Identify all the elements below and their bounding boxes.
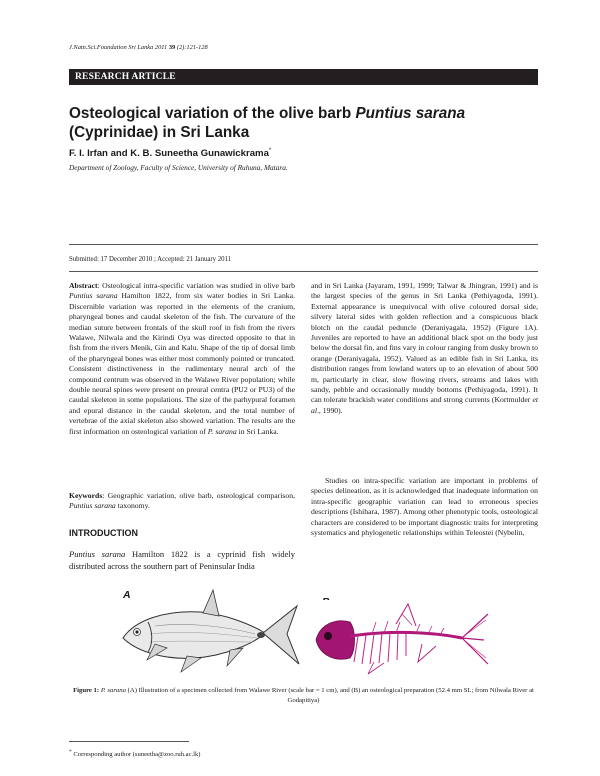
right-column-para-2 xyxy=(311,476,538,538)
abstract-label: Abstract xyxy=(69,281,98,290)
right-p2-text: Studies on intra-specific variation are important in problems of species delineation, as it is acknowledged that inadequate information on intra-specific geographic variation can lead to erroneous species descriptions (Ishihara, 1987). Among other phenotypic tools, osteological characters are considered to be important diagnostic traits for interpreting systematics and phylogenetic relationships within Teleostei (Nybelin, xyxy=(311,476,538,538)
caption-text: (A) Illustration of a specimen collected from Walawe River (scale bar = 1 cm), and (B) an osteological preparation (52.4 mm SL; from Nilwala River at Godapitiya) xyxy=(125,687,534,704)
footnote xyxy=(69,749,201,758)
paper-title xyxy=(69,104,549,142)
keywords-species: Puntius sarana xyxy=(69,501,116,511)
introduction-text xyxy=(69,548,295,572)
abstract-text-1: : Osteological intra-specific variation was studied in olive barb xyxy=(97,281,295,290)
right-p1-etal: et al xyxy=(311,395,538,415)
divider-bottom xyxy=(69,271,538,272)
footnote-text: Corresponding author (suneetha@zoo.ruh.ac.lk) xyxy=(71,751,201,759)
journal-citation xyxy=(69,44,208,51)
abstract-text-2: Hamilton 1822, from six water bodies in Sri Lanka. Discernible variation was reported in the elements of the cranium, pharyngeal bones and caudal skeleton of the fish. The curvature of the median suture between frontals of the skull roof in fish from the rivers Walawe, Nilwala and the Kirindi Oya was directed opposite to that in fish from the rivers Menik, Gin and Kalu. Shape of the tip of dorsal limb of the pharyngeal bones was either most commonly pointed or truncated. Consistent distinctiveness in the rudimentary neural arch of the compound centrum was observed in the Walawe River population; while double neural spines were present on preural centra (PU2 or PU3) of the caudal skeleton in some populations. The size of the parhypural foramen and epural distance in the caudal skeleton, and the total number of vertebrae of the axial skeleton also showed variation. The results are the first information on osteological variation of xyxy=(69,291,295,436)
introduction-heading: INTRODUCTION xyxy=(69,528,138,538)
skeleton-photo xyxy=(312,600,492,680)
journal-prefix: J.Natn.Sci.Foundation Sri Lanka 2011 xyxy=(69,44,169,51)
footnote-mark: * xyxy=(69,749,72,755)
journal-volume: 39 xyxy=(168,44,176,51)
author-names: F. I. Irfan and K. B. Suneetha Gunawickrama xyxy=(69,148,269,160)
keywords-label: Keywords xyxy=(69,491,103,500)
right-p1-end: ., 1990). xyxy=(316,405,343,415)
abstract-species-1: Puntius sarana xyxy=(69,291,118,301)
corresponding-mark: * xyxy=(268,148,272,154)
section-banner: RESEARCH ARTICLE xyxy=(69,69,538,85)
keywords xyxy=(69,491,295,512)
intro-text-1: Hamilton 1822 is a cyprinid fish widely distributed across the southern part of Peninsular India xyxy=(69,549,295,571)
affiliation: Department of Zoology, Faculty of Science, University of Ruhuna, Matara. xyxy=(69,163,288,172)
right-p1-text: and in Sri Lanka (Jayaram, 1991, 1999; Talwar & Jhingran, 1991) and is the largest species of the genus in Sri Lanka (Pethiyagoda, 1991). External appearance is unequivocal with olive coloured dorsal side, silvery lateral sides with golden reflection and a conspicuous black blotch on the caudal peduncle (Deraniyagala, 1952) (Figure 1A). Juveniles are reported to have an additional black spot on the body just below the dorsal fin, and fins vary in colour ranging from dusky brown to orange (Deraniyagala, 1952). Valued as an edible fish in Sri Lanka, its distribution ranges from lowland waters up to an elevation of about 500 m, particularly in clear, slow flowing rivers, streams and lakes with sandy, pebble and occasionally muddy bottoms (Pethiyagoda, 1991). It can tolerate brackish water conditions and strong currents (Kortmulder xyxy=(311,281,538,405)
footnote-rule xyxy=(69,741,189,742)
abstract xyxy=(69,281,295,437)
title-species: Puntius sarana xyxy=(355,105,466,122)
title-part-2: (Cyprinidae) in Sri Lanka xyxy=(69,124,250,141)
keywords-text-1: : Geographic variation, olive barb, osteological comparison, xyxy=(102,491,295,500)
figure-label-a: A xyxy=(123,589,131,601)
figure-caption xyxy=(69,686,538,705)
submission-dates: Submitted: 17 December 2010 ; Accepted: 21 January 2011 xyxy=(69,256,232,263)
right-column-para-1 xyxy=(311,281,538,416)
abstract-species-2: P. sarana xyxy=(207,426,237,436)
abstract-text-3: in Sri Lanka. xyxy=(236,426,279,436)
title-part-1: Osteological variation of the olive barb xyxy=(69,105,356,122)
intro-species: Puntius sarana xyxy=(69,549,126,559)
journal-pages: (2):121-128 xyxy=(175,44,208,51)
fish-illustration xyxy=(115,588,305,680)
divider-top xyxy=(69,244,538,245)
author-list xyxy=(69,148,271,159)
keywords-text-2: taxonomy. xyxy=(115,501,150,511)
caption-species: P. sarana xyxy=(100,687,126,694)
caption-label: Figure 1: xyxy=(73,687,100,694)
